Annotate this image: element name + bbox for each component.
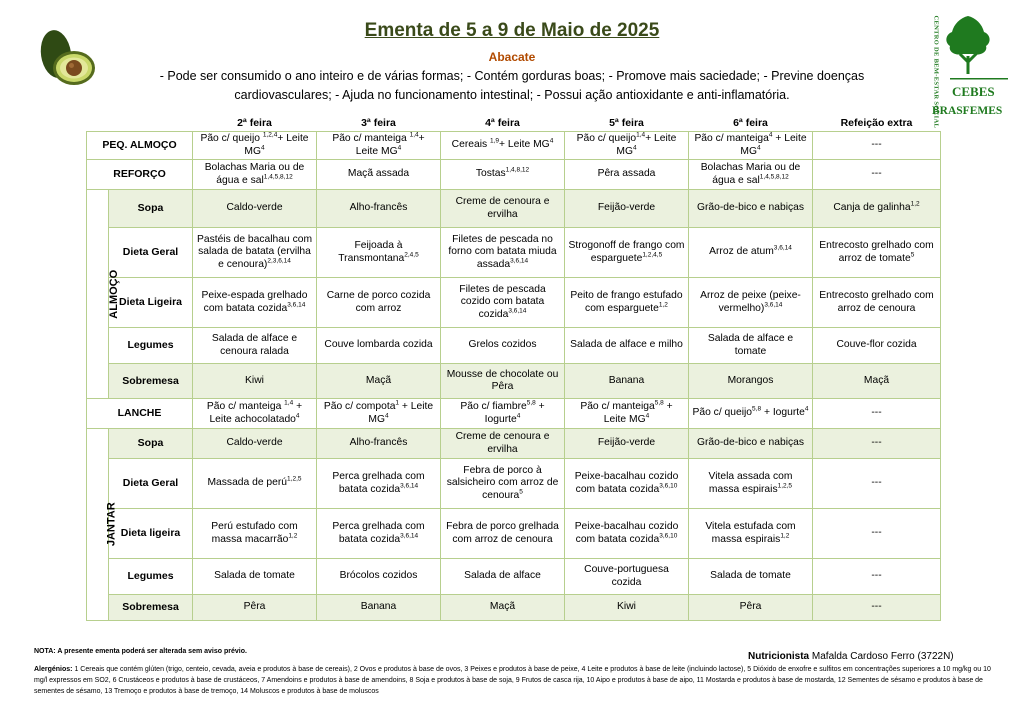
- menu-cell: [813, 328, 941, 364]
- nutritionist-label: Nutricionista: [748, 651, 810, 662]
- dish-text: Creme de cenoura e ervilha: [455, 431, 550, 455]
- menu-cell: [565, 559, 689, 595]
- menu-cell: [317, 132, 441, 160]
- menu-cell: [441, 228, 565, 278]
- menu-cell: [565, 132, 689, 160]
- dish-text: Pão c/ queijo: [200, 133, 263, 144]
- allergen-codes: 4: [295, 412, 300, 420]
- dish-text: ---: [871, 570, 882, 582]
- dish-text: Cereais: [451, 139, 490, 151]
- dish-text: + Leite MG: [355, 133, 425, 157]
- dish-text: Febra de porco grelhada com arroz de cenoura: [446, 521, 559, 545]
- allergen-codes: 3,6,14: [400, 482, 419, 490]
- menu-cell: [813, 190, 941, 228]
- allergens-text: 1 Cereais que contém glúten (trigo, centeio, cevada, aveia e produtos à base de cereais), 2 Ovos e produtos à base de ovos, 3 Peixes e produtos à base de peixe, 4 Leite e produtos à base de leite (incluindo lactose), 5 Dióxido de enxofre e sulfitos em concentrações superiores a 10 mg/kg ou 10 mg/l expressos em SO2, 6 Crustáceos e produtos à base de crustáceos, 7 Amendoins e produtos à base de amendoins, 8 Soja e produtos à base de soja, 9 Frutos de casca rija, 10 Aipo e produtos à base de aipo, 11 Mostarda e produtos à base de mostarda, 12 Sementes de sésamo e produtos à base de sementes de sésamo, 13 Tremoço e produtos à base de tremoço, 14 Moluscos e produtos à base de moluscos: [34, 666, 991, 695]
- dish-text: + Leite achocolatado: [209, 401, 303, 425]
- dish-text: Pêra: [243, 601, 266, 613]
- menu-cell: [565, 429, 689, 459]
- allergen-codes: 1,9: [490, 137, 500, 145]
- logo-cebes: CEBES: [952, 84, 995, 99]
- menu-cell: [317, 190, 441, 228]
- dish-text: Morangos: [727, 374, 774, 386]
- section-label-almoco: [87, 190, 121, 399]
- dish-text: Bolachas Maria ou de água e sal: [700, 162, 801, 186]
- allergen-codes: 3,6,14: [773, 244, 792, 252]
- dish-text: Peixe-espada grelhado com batata cozida: [201, 290, 308, 314]
- allergen-codes: 2,4,5: [404, 251, 419, 259]
- row-label: Dieta Ligeira: [109, 278, 193, 328]
- menu-body: [87, 132, 941, 621]
- menu-cell: [317, 228, 441, 278]
- dish-text: Maçã assada: [347, 168, 410, 180]
- dish-text: + Iogurte: [484, 401, 545, 425]
- allergen-codes: 1,4: [284, 399, 294, 407]
- dish-text: Couve lombarda cozida: [324, 339, 433, 351]
- dish-text: Pastéis de bacalhau com salada de batata (ervilha e cenoura): [196, 233, 313, 270]
- menu-cell: [689, 459, 813, 509]
- menu-row-jan-legumes: [87, 559, 941, 595]
- allergen-codes: 3,6,14: [400, 532, 419, 540]
- nutritionist: [748, 651, 954, 662]
- allergen-codes: 1,2: [288, 532, 298, 540]
- menu-cell: [813, 429, 941, 459]
- dish-text: Pão c/ manteiga: [580, 401, 655, 412]
- menu-cell: [813, 160, 941, 190]
- dish-text: Filetes de pescada cozido com batata cozida: [459, 283, 546, 320]
- menu-cell: [317, 328, 441, 364]
- dish-text: Kiwi: [245, 374, 264, 386]
- menu-cell: [193, 429, 317, 459]
- menu-cell: [565, 364, 689, 399]
- menu-cell: [317, 364, 441, 399]
- logo-brasfemes: BRASFEMES: [932, 105, 1003, 117]
- menu-cell: [813, 399, 941, 429]
- menu-cell: [317, 509, 441, 559]
- allergen-codes: 4: [768, 131, 773, 139]
- menu-cell: [441, 509, 565, 559]
- menu-cell: [441, 132, 565, 160]
- dish-text: + Leite MG: [244, 133, 309, 157]
- menu-cell: [565, 509, 689, 559]
- dish-text: ---: [871, 527, 882, 539]
- row-label: Dieta Geral: [109, 228, 193, 278]
- allergen-codes: 1,2: [780, 532, 790, 540]
- menu-cell: [813, 459, 941, 509]
- dish-text: Salada de alface: [464, 570, 541, 582]
- dish-text: + Leite MG: [368, 401, 434, 425]
- row-label: Dieta Geral: [109, 459, 193, 509]
- menu-cell: [441, 190, 565, 228]
- row-label: Legumes: [109, 559, 193, 595]
- dish-text: Salada de alface e milho: [570, 339, 683, 351]
- allergens-legend: [34, 664, 994, 697]
- col-header: 4ª feira: [485, 117, 520, 130]
- allergen-codes: 1,4,5,8,12: [759, 173, 789, 181]
- dish-text: Pêra assada: [597, 168, 656, 180]
- section-label-jantar: [87, 429, 118, 621]
- section-label-text: JANTAR: [105, 502, 118, 547]
- allergen-codes: 3,6,14: [510, 257, 529, 265]
- allergen-codes: 4: [804, 405, 809, 413]
- menu-cell: [689, 160, 813, 190]
- allergen-codes: 4: [397, 144, 402, 152]
- menu-cell: [565, 190, 689, 228]
- menu-cell: [813, 364, 941, 399]
- dish-text: Feijoada à Transmontana: [338, 240, 405, 264]
- menu-cell: [689, 429, 813, 459]
- allergen-codes: 1,4,5,8,12: [263, 173, 293, 181]
- allergens-label: Alergénios:: [34, 666, 73, 673]
- menu-cell: [441, 595, 565, 621]
- dish-text: ---: [871, 437, 882, 449]
- dish-text: Maçã: [489, 601, 516, 613]
- allergen-codes: 5,8: [654, 399, 664, 407]
- dish-text: Alho-francês: [349, 202, 408, 214]
- dish-text: Arroz de atum: [709, 246, 774, 258]
- dish-text: Pão c/ manteiga: [206, 401, 285, 412]
- menu-cell: [813, 509, 941, 559]
- menu-cell: [441, 559, 565, 595]
- allergen-codes: 3,6,10: [659, 532, 678, 540]
- allergen-codes: 4: [632, 144, 637, 152]
- allergen-codes: 1,4: [409, 131, 419, 139]
- allergen-codes: 1,4: [636, 131, 646, 139]
- menu-cell: [689, 278, 813, 328]
- dish-text: ---: [871, 407, 882, 419]
- menu-cell: [689, 228, 813, 278]
- dish-text: Febra de porco à salsicheiro com arroz de cenoura: [446, 464, 559, 501]
- menu-cell: [193, 132, 317, 160]
- header-row: [87, 116, 941, 132]
- allergen-codes: 2,3,6,14: [267, 257, 291, 265]
- menu-cell: [317, 559, 441, 595]
- dish-text: + Leite MG: [740, 133, 807, 157]
- dish-text: Massada de perú: [207, 477, 288, 489]
- menu-cell: [193, 595, 317, 621]
- menu-row-jan-sobremesa: [87, 595, 941, 621]
- col-header: 6ª feira: [733, 117, 768, 130]
- menu-cell: [565, 160, 689, 190]
- dish-text: Canja de galinha: [833, 202, 911, 214]
- menu-cell: [193, 559, 317, 595]
- dish-text: Couve-flor cozida: [836, 339, 917, 351]
- row-label: Sopa: [109, 429, 193, 459]
- menu-cell: [317, 459, 441, 509]
- menu-cell: [565, 595, 689, 621]
- dish-text: Perú estufado com massa macarrão: [211, 521, 298, 545]
- menu-row-alm-sopa: [87, 190, 941, 228]
- menu-row-peq-almoco: [87, 132, 941, 160]
- menu-cell: [813, 595, 941, 621]
- dish-text: Bolachas Maria ou de água e sal: [204, 162, 305, 186]
- dish-text: + Leite MG: [499, 139, 550, 151]
- allergen-codes: 1: [395, 399, 400, 407]
- menu-cell: [441, 364, 565, 399]
- menu-cell: [193, 459, 317, 509]
- row-label: PEQ. ALMOÇO: [87, 132, 193, 160]
- dish-text: Vitela estufada com massa espirais: [705, 521, 796, 545]
- allergen-codes: 3,6,10: [659, 482, 678, 490]
- dish-text: Pêra: [739, 601, 762, 613]
- dish-text: Grão-de-bico e nabiças: [696, 202, 805, 214]
- allergen-codes: 1,2,5: [777, 482, 793, 490]
- dish-text: + Leite MG: [603, 401, 673, 425]
- dish-text: Tostas: [475, 168, 506, 180]
- dish-text: Grão-de-bico e nabiças: [696, 437, 805, 449]
- note-text: NOTA: A presente ementa poderá ser alterada sem aviso prévio.: [34, 648, 247, 655]
- allergen-codes: 1,2: [910, 200, 920, 208]
- allergen-codes: 1,2: [658, 301, 668, 309]
- dish-text: Caldo-verde: [226, 437, 283, 449]
- menu-cell: [441, 459, 565, 509]
- dish-text: Maçã: [863, 374, 890, 386]
- menu-cell: [689, 509, 813, 559]
- menu-cell: [441, 399, 565, 429]
- dish-text: ---: [871, 139, 882, 151]
- menu-cell: [565, 459, 689, 509]
- dish-text: Feijão-verde: [597, 437, 656, 449]
- allergen-codes: 5: [910, 251, 915, 259]
- menu-cell: [317, 399, 441, 429]
- menu-cell: [441, 328, 565, 364]
- allergen-codes: 5,8: [526, 399, 536, 407]
- dish-text: Pão c/ queijo: [692, 407, 753, 419]
- menu-row-alm-geral: [87, 228, 941, 278]
- menu-table: [86, 116, 941, 621]
- menu-cell: [193, 228, 317, 278]
- menu-cell: [193, 328, 317, 364]
- dish-text: Pão c/ compota: [323, 401, 396, 412]
- menu-row-alm-sobremesa: [87, 364, 941, 399]
- menu-cell: [689, 595, 813, 621]
- menu-cell: [689, 559, 813, 595]
- menu-cell: [689, 364, 813, 399]
- row-label: Sobremesa: [109, 595, 193, 621]
- allergen-codes: 5,8: [752, 405, 762, 413]
- allergen-codes: 4: [645, 412, 650, 420]
- menu-cell: [193, 278, 317, 328]
- dish-text: Salada de tomate: [710, 570, 791, 582]
- menu-cell: [813, 228, 941, 278]
- menu-row-reforco: [87, 160, 941, 190]
- dish-text: + Leite MG: [616, 133, 677, 157]
- menu-cell: [193, 190, 317, 228]
- menu-row-alm-legumes: [87, 328, 941, 364]
- dish-text: Couve-portuguesa cozida: [584, 564, 669, 588]
- menu-cell: [317, 278, 441, 328]
- menu-cell: [565, 228, 689, 278]
- dish-text: Grelos cozidos: [468, 339, 537, 351]
- menu-cell: [689, 328, 813, 364]
- menu-cell: [193, 364, 317, 399]
- menu-cell: [689, 399, 813, 429]
- dish-text: Perca grelhada com batata cozida: [332, 471, 425, 495]
- col-header: 5ª feira: [609, 117, 644, 130]
- logo-side-text: CENTRO DE BEM-ESTAR SOCIAL: [932, 15, 940, 129]
- dish-text: ---: [871, 601, 882, 613]
- dish-text: Entrecosto grelhado com arroz de cenoura: [819, 290, 934, 314]
- dish-text: Arroz de peixe (peixe-vermelho): [700, 290, 801, 314]
- allergen-codes: 3,6,14: [287, 301, 306, 309]
- menu-cell: [441, 278, 565, 328]
- col-header: Refeição extra: [840, 117, 913, 130]
- dish-text: ---: [871, 477, 882, 489]
- intro-text: - Pode ser consumido o ano inteiro e de várias formas; - Contém gorduras boas; - Promove mais saciedade; - Previne doenças cardiovasculares; - Ajuda no funcionamento intestinal; - Possui ação antioxidante e anti-inflamatória.: [159, 69, 865, 102]
- dish-text: Perca grelhada com batata cozida: [332, 521, 425, 545]
- menu-cell: [565, 278, 689, 328]
- allergen-codes: 4: [260, 144, 265, 152]
- menu-cell: [317, 429, 441, 459]
- allergen-codes: 3,6,14: [508, 307, 527, 315]
- dish-text: Caldo-verde: [226, 202, 283, 214]
- menu-cell: [193, 160, 317, 190]
- allergen-codes: 3,6,14: [764, 301, 783, 309]
- dish-text: Entrecosto grelhado com arroz de tomate: [819, 240, 934, 264]
- dish-text: Filetes de pescada no forno com batata miuda assada: [448, 233, 557, 270]
- dish-text: Peixe-bacalhau cozido com batata cozida: [574, 471, 679, 495]
- menu-subtitle: Abacate: [488, 50, 536, 64]
- dish-text: Pão c/ manteiga: [694, 133, 769, 144]
- menu-cell: [317, 595, 441, 621]
- allergen-codes: 1,4,8,12: [505, 166, 530, 174]
- menu-cell: [441, 160, 565, 190]
- dish-text: Creme de cenoura e ervilha: [455, 196, 550, 220]
- menu-cell: [689, 190, 813, 228]
- allergen-codes: 1,2,4: [262, 131, 278, 139]
- allergen-codes: 4: [756, 144, 761, 152]
- row-label: Sobremesa: [109, 364, 193, 399]
- dish-text: Pão c/ fiambre: [460, 401, 527, 412]
- dish-text: Alho-francês: [349, 437, 408, 449]
- dish-text: Banana: [360, 601, 397, 613]
- dish-text: Mousse de chocolate ou Pêra: [446, 368, 559, 392]
- dish-text: Peito de frango estufado com esparguete: [570, 290, 683, 314]
- menu-cell: [193, 509, 317, 559]
- dish-text: Brócolos cozidos: [339, 570, 418, 582]
- col-header: 3ª feira: [361, 117, 396, 130]
- dish-text: Salada de alface e tomate: [707, 333, 794, 357]
- dish-text: ---: [871, 168, 882, 180]
- menu-cell: [565, 399, 689, 429]
- dish-text: Salada de tomate: [214, 570, 295, 582]
- dish-text: Pão c/ manteiga: [332, 133, 410, 144]
- allergen-codes: 5: [519, 488, 523, 496]
- section-label-text: ALMOÇO: [108, 269, 121, 319]
- col-header: 2ª feira: [237, 117, 272, 130]
- menu-cell: [565, 328, 689, 364]
- nutritionist-name: Mafalda Cardoso Ferro (3722N): [809, 651, 954, 662]
- allergen-codes: 4: [516, 412, 521, 420]
- dish-text: + Iogurte: [761, 407, 805, 419]
- allergen-codes: 1,2,5: [287, 475, 302, 483]
- menu-row-jan-ligeira: [87, 509, 941, 559]
- dish-text: Pão c/ queijo: [576, 133, 637, 144]
- allergen-codes: 1,2,4,5: [642, 251, 663, 259]
- menu-cell: [813, 559, 941, 595]
- menu-cell: [813, 278, 941, 328]
- dish-text: Salada de alface e cenoura ralada: [211, 333, 298, 357]
- menu-cell: [689, 132, 813, 160]
- row-label: REFORÇO: [87, 160, 193, 190]
- dish-text: Maçã: [365, 374, 392, 386]
- dish-text: Carne de porco cozida com arroz: [326, 290, 431, 314]
- menu-row-jan-geral: [87, 459, 941, 509]
- menu-title: Ementa de 5 a 9 de Maio de 2025: [364, 20, 660, 41]
- menu-cell: [441, 429, 565, 459]
- dish-text: Kiwi: [617, 601, 636, 613]
- allergen-codes: 4: [384, 412, 389, 420]
- allergen-codes: 4: [549, 137, 554, 145]
- row-label: Dieta ligeira: [109, 509, 193, 559]
- dish-text: Banana: [608, 374, 645, 386]
- dish-text: Strogonoff de frango com esparguete: [568, 240, 685, 264]
- menu-cell: [193, 399, 317, 429]
- dish-text: Peixe-bacalhau cozido com batata cozida: [574, 521, 679, 545]
- dish-text: Vitela assada com massa espirais: [708, 471, 793, 495]
- row-label: LANCHE: [87, 399, 193, 429]
- row-label: Sopa: [109, 190, 193, 228]
- menu-row-alm-ligeira: [87, 278, 941, 328]
- dish-text: Feijão-verde: [597, 202, 656, 214]
- menu-row-jan-sopa: [87, 429, 941, 459]
- menu-cell: [317, 160, 441, 190]
- row-label: Legumes: [109, 328, 193, 364]
- menu-row-lanche: [87, 399, 941, 429]
- menu-cell: [813, 132, 941, 160]
